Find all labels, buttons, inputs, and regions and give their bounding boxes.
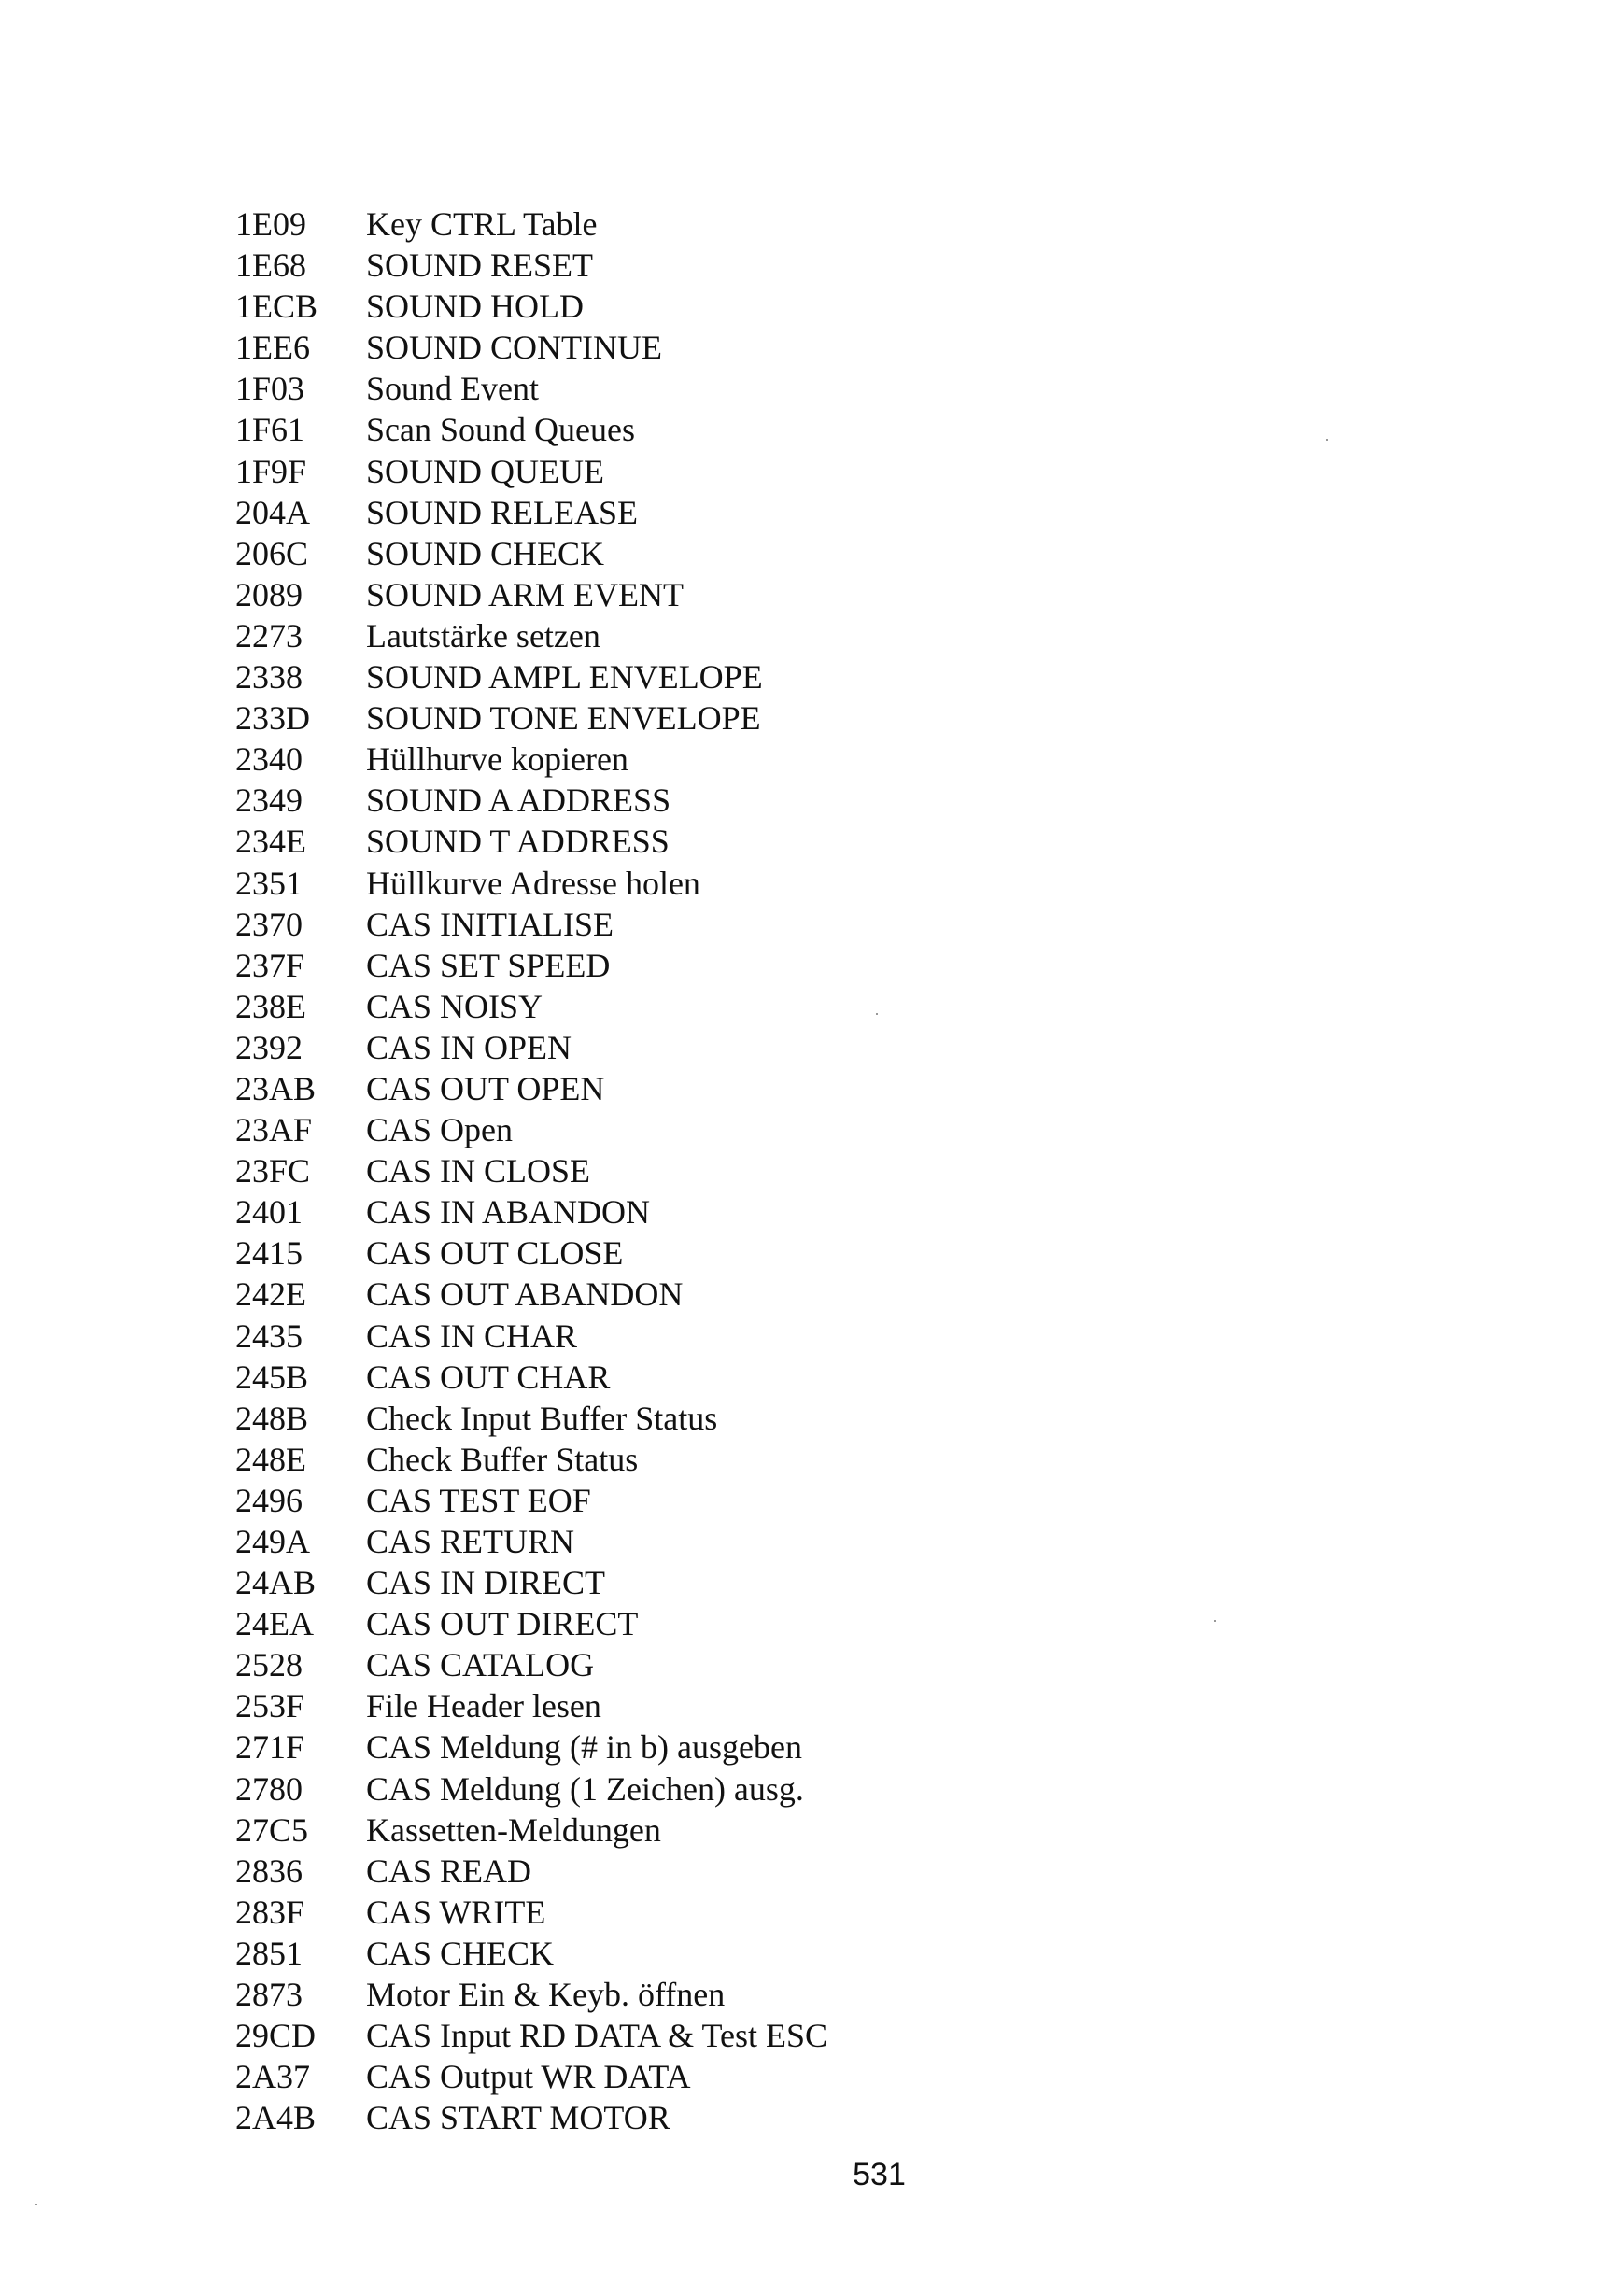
entry-address: 2A4B (235, 2099, 317, 2137)
entry-address: 1F03 (235, 370, 305, 408)
entry-name: CAS Meldung (1 Zeichen) ausg. (366, 1769, 804, 1808)
table-row (235, 1274, 827, 1315)
entry-address: 2338 (235, 658, 303, 697)
entry-name: Lautstärke setzen (366, 616, 600, 655)
table-row (235, 368, 827, 409)
entry-address: 23FC (235, 1152, 311, 1190)
table-row (235, 1810, 827, 1851)
page-number: 531 (853, 2157, 906, 2192)
entry-address: 2780 (235, 1769, 303, 1808)
table-row (235, 863, 827, 904)
table-row (235, 986, 827, 1027)
entry-name: Hüllhurve kopieren (366, 740, 628, 779)
entry-address: 2A37 (235, 2058, 310, 2096)
entry-address: 1F9F (235, 452, 307, 490)
scan-speck (35, 2204, 37, 2205)
entry-name: Check Buffer Status (366, 1440, 639, 1478)
entry-address: 2370 (235, 905, 303, 943)
entry-name: CAS Input RD DATA & Test ESC (366, 2017, 827, 2055)
entry-address: 234E (235, 823, 306, 861)
entry-name: CAS READ (366, 1852, 532, 1890)
entry-address: 1ECB (235, 288, 318, 326)
table-row (235, 945, 827, 986)
entry-address: 2392 (235, 1028, 303, 1066)
entry-name: CAS CHECK (366, 1934, 555, 1972)
table-row (235, 574, 827, 615)
entry-name: Motor Ein & Keyb. öffnen (366, 1976, 726, 2014)
entry-address: 253F (235, 1687, 305, 1726)
entry-address: 27C5 (235, 1810, 309, 1849)
entry-name: Key CTRL Table (366, 205, 598, 243)
entry-address: 2273 (235, 616, 303, 655)
entry-name: SOUND QUEUE (366, 452, 604, 490)
entry-name: CAS IN OPEN (366, 1028, 572, 1066)
table-row (235, 904, 827, 945)
entry-name: SOUND RESET (366, 247, 594, 285)
table-row (235, 1603, 827, 1644)
table-row (235, 780, 827, 821)
table-row (235, 1644, 827, 1685)
entry-name: SOUND T ADDRESS (366, 823, 670, 861)
entry-name: SOUND CONTINUE (366, 329, 662, 367)
entry-name: CAS NOISY (366, 987, 543, 1025)
entry-address: 2351 (235, 864, 303, 902)
table-row (235, 327, 827, 368)
table-row (235, 1892, 827, 1933)
entry-name: CAS CATALOG (366, 1646, 595, 1684)
table-row (235, 1398, 827, 1439)
scan-speck (876, 1013, 878, 1015)
entry-address: 1F61 (235, 411, 305, 449)
entry-name: CAS Open (366, 1111, 514, 1149)
table-row (235, 1109, 827, 1150)
entry-address: 2496 (235, 1481, 303, 1519)
table-row (235, 286, 827, 327)
scan-speck (1214, 1620, 1216, 1622)
table-row (235, 2056, 827, 2097)
table-row (235, 492, 827, 533)
entry-name: CAS OUT CHAR (366, 1358, 611, 1396)
entry-address: 283F (235, 1893, 305, 1931)
entry-name: CAS INITIALISE (366, 905, 614, 943)
table-row (235, 821, 827, 862)
entry-address: 238E (235, 987, 306, 1025)
table-row (235, 656, 827, 697)
entry-name: CAS OUT DIRECT (366, 1605, 639, 1643)
table-row (235, 2097, 827, 2138)
entry-address: 206C (235, 534, 309, 572)
entry-name: Hüllkurve Adresse holen (366, 864, 700, 902)
entry-name: SOUND HOLD (366, 288, 584, 326)
entry-address: 23AB (235, 1069, 317, 1107)
entry-name: CAS START MOTOR (366, 2099, 670, 2137)
entry-address: 2435 (235, 1317, 303, 1355)
entry-name: File Header lesen (366, 1687, 601, 1726)
entry-address: 249A (235, 1523, 310, 1560)
entry-address: 2349 (235, 782, 303, 820)
table-row (235, 451, 827, 492)
entry-address: 271F (235, 1728, 305, 1767)
entry-name: Check Input Buffer Status (366, 1399, 718, 1437)
table-row (235, 1027, 827, 1068)
entry-address: 1E68 (235, 247, 306, 285)
entry-address: 233D (235, 699, 310, 738)
entry-name: SOUND RELEASE (366, 493, 639, 531)
table-row (235, 1685, 827, 1726)
table-row (235, 245, 827, 286)
entry-name: CAS IN ABANDON (366, 1193, 651, 1232)
entry-address: 204A (235, 493, 310, 531)
entry-address: 2415 (235, 1234, 303, 1273)
entry-address: 2836 (235, 1852, 303, 1890)
entry-address: 248B (235, 1399, 309, 1437)
entry-address: 29CD (235, 2017, 317, 2055)
entry-name: CAS SET SPEED (366, 946, 611, 984)
table-row (235, 2015, 827, 2056)
entry-name: CAS Output WR DATA (366, 2058, 691, 2096)
table-row (235, 1439, 827, 1480)
entry-address: 1EE6 (235, 329, 310, 367)
entry-name: CAS WRITE (366, 1893, 546, 1931)
table-row (235, 1851, 827, 1892)
table-row (235, 1068, 827, 1109)
address-table (235, 204, 827, 2138)
entry-name: SOUND TONE ENVELOPE (366, 699, 761, 738)
entry-address: 245B (235, 1358, 309, 1396)
entry-address: 2401 (235, 1193, 303, 1232)
entry-address: 2340 (235, 740, 303, 779)
table-row (235, 615, 827, 656)
table-row (235, 697, 827, 739)
entry-name: CAS IN DIRECT (366, 1564, 606, 1602)
table-row (235, 533, 827, 574)
entry-name: CAS OUT OPEN (366, 1069, 605, 1107)
entry-address: 24EA (235, 1605, 314, 1643)
entry-address: 23AF (235, 1111, 313, 1149)
entry-name: SOUND CHECK (366, 534, 605, 572)
entry-address: 248E (235, 1440, 306, 1478)
table-row (235, 1233, 827, 1274)
entry-name: CAS RETURN (366, 1523, 575, 1560)
entry-address: 1E09 (235, 205, 306, 243)
entry-name: SOUND A ADDRESS (366, 782, 671, 820)
table-row (235, 1974, 827, 2015)
table-row (235, 1521, 827, 1562)
table-row (235, 1480, 827, 1521)
entry-name: Kassetten-Meldungen (366, 1810, 661, 1849)
entry-name: CAS IN CLOSE (366, 1152, 591, 1190)
table-row (235, 1562, 827, 1603)
entry-address: 2528 (235, 1646, 303, 1684)
scan-speck (1326, 439, 1328, 441)
table-row (235, 409, 827, 450)
table-row (235, 1933, 827, 1974)
entry-name: CAS OUT ABANDON (366, 1275, 684, 1314)
entry-address: 2089 (235, 575, 303, 613)
entry-address: 242E (235, 1275, 306, 1314)
entry-address: 24AB (235, 1564, 317, 1602)
entry-address: 2851 (235, 1934, 303, 1972)
entry-address: 2873 (235, 1976, 303, 2014)
table-row (235, 1726, 827, 1768)
entry-name: Sound Event (366, 370, 539, 408)
entry-name: SOUND AMPL ENVELOPE (366, 658, 763, 697)
entry-name: SOUND ARM EVENT (366, 575, 685, 613)
entry-address: 237F (235, 946, 305, 984)
table-row (235, 1191, 827, 1233)
entry-name: CAS TEST EOF (366, 1481, 591, 1519)
entry-name: Scan Sound Queues (366, 411, 635, 449)
entry-name: CAS IN CHAR (366, 1317, 578, 1355)
table-row (235, 739, 827, 780)
table-row (235, 1768, 827, 1810)
table-row (235, 1316, 827, 1357)
entry-name: CAS OUT CLOSE (366, 1234, 624, 1273)
table-row (235, 1150, 827, 1191)
table-row (235, 204, 827, 245)
table-row (235, 1357, 827, 1398)
entry-name: CAS Meldung (# in b) ausgeben (366, 1728, 802, 1767)
